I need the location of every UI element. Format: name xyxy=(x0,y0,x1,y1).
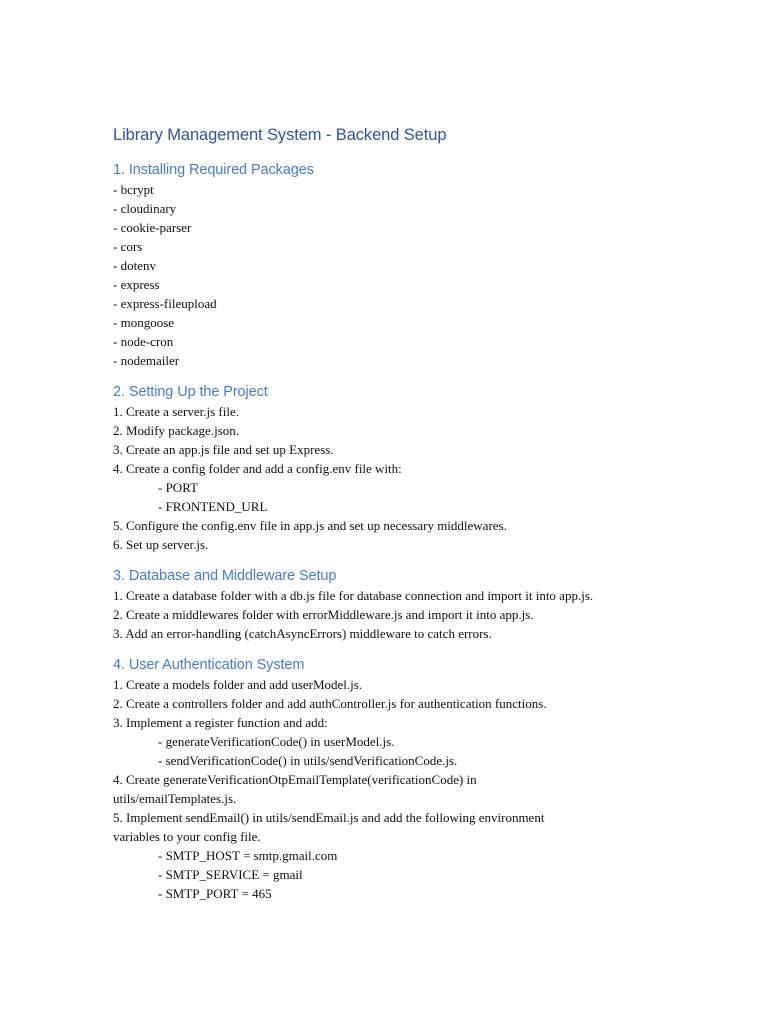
list-item: 1. Create a database folder with a db.js file for database connection and import it into app.js. xyxy=(113,588,594,603)
list-item: 1. Create a server.js file. xyxy=(113,404,239,419)
list-item: 5. Configure the config.env file in app.js and set up necessary middlewares. xyxy=(113,518,507,533)
section-4 xyxy=(113,655,713,903)
section-heading: 3. Database and Middleware Setup xyxy=(113,568,337,584)
document-body xyxy=(113,124,713,915)
sections-container xyxy=(113,160,713,903)
section-heading: 2. Setting Up the Project xyxy=(113,384,268,400)
list-item: 2. Modify package.json. xyxy=(113,423,240,438)
list-item: 4. Create a config folder and add a config.env file with: xyxy=(113,461,402,476)
list-item: - cookie-parser xyxy=(113,220,192,235)
section-heading: 1. Installing Required Packages xyxy=(113,162,314,178)
section-2 xyxy=(113,382,713,554)
list-item: - express-fileupload xyxy=(113,296,217,311)
section-1 xyxy=(113,160,713,370)
list-item: 6. Set up server.js. xyxy=(113,537,209,552)
list-item: 2. Create a controllers folder and add authController.js for authentication functions. xyxy=(113,696,547,711)
list-item: - cloudinary xyxy=(113,201,177,216)
list-item: 3. Create an app.js file and set up Express. xyxy=(113,442,334,457)
list-item: 2. Create a middlewares folder with errorMiddleware.js and import it into app.js. xyxy=(113,607,534,622)
section-heading: 4. User Authentication System xyxy=(113,657,305,673)
list-item: 1. Create a models folder and add userModel.js. xyxy=(113,677,363,692)
sub-list-item: - FRONTEND_URL xyxy=(158,499,268,514)
list-item: - cors xyxy=(113,239,143,254)
list-item: 3. Add an error-handling (catchAsyncErrors) middleware to catch errors. xyxy=(113,626,492,641)
list-item: - nodemailer xyxy=(113,353,180,368)
list-item: - node-cron xyxy=(113,334,174,349)
list-item: - bcrypt xyxy=(113,182,154,197)
sub-list-item: - sendVerificationCode() in utils/sendVerificationCode.js. xyxy=(158,753,458,768)
list-item: 3. Implement a register function and add: xyxy=(113,715,328,730)
document-title: Library Management System - Backend Setup xyxy=(113,126,447,144)
list-item: - dotenv xyxy=(113,258,156,273)
list-item: - mongoose xyxy=(113,315,175,330)
list-item: 5. Implement sendEmail() in utils/sendEmail.js and add the following environment xyxy=(113,810,545,825)
section-3 xyxy=(113,566,713,643)
list-item: utils/emailTemplates.js. xyxy=(113,791,237,806)
list-item: - express xyxy=(113,277,160,292)
sub-list-item: - SMTP_PORT = 465 xyxy=(158,886,272,901)
list-item: 4. Create generateVerificationOtpEmailTemplate(verificationCode) in xyxy=(113,772,477,787)
sub-list-item: - generateVerificationCode() in userModel.js. xyxy=(158,734,395,749)
sub-list-item: - SMTP_HOST = smtp.gmail.com xyxy=(158,848,338,863)
list-item: variables to your config file. xyxy=(113,829,261,844)
sub-list-item: - SMTP_SERVICE = gmail xyxy=(158,867,303,882)
sub-list-item: - PORT xyxy=(158,480,199,495)
